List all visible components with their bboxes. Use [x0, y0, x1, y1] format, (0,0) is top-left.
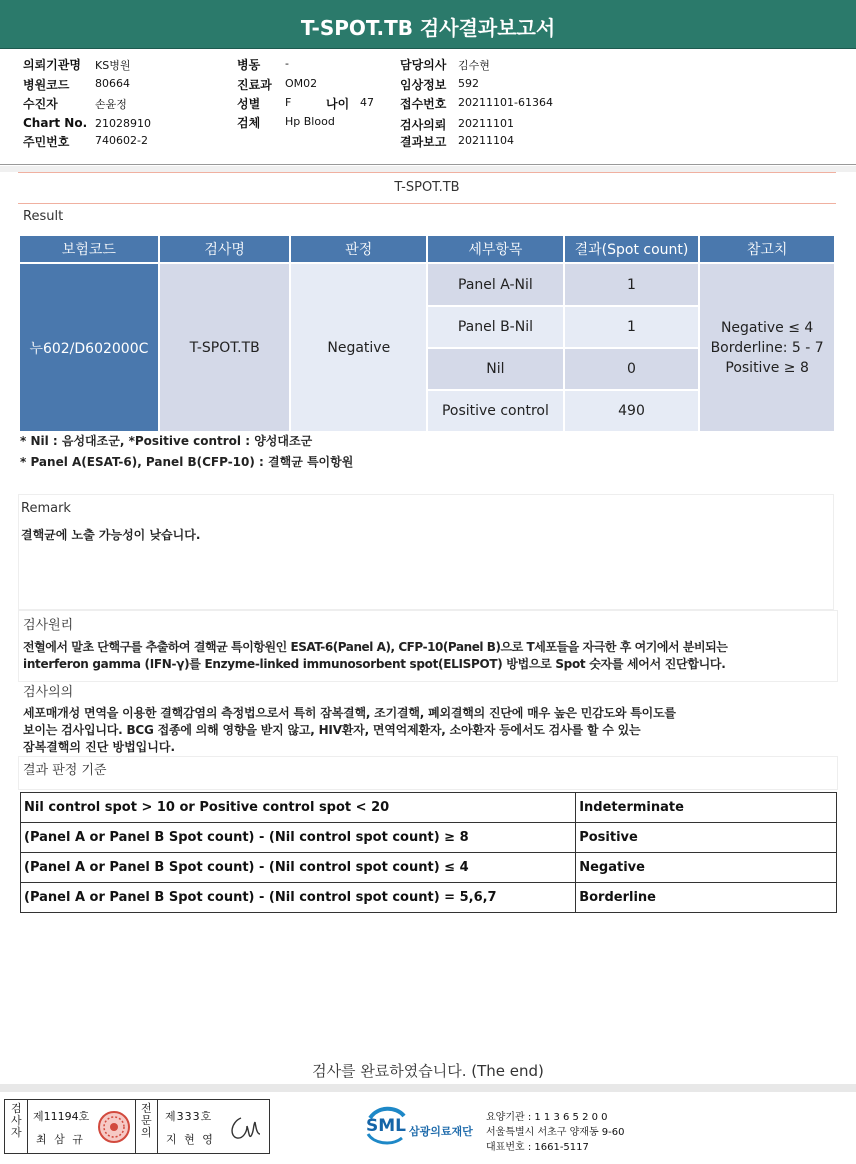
signature-box [4, 1099, 270, 1154]
header-value: 20211101 [458, 117, 514, 130]
criteria-label: 결과 판정 기준 [23, 763, 107, 778]
specialist-license: 제333호 [165, 1110, 213, 1123]
criteria-rule: (Panel A or Panel B Spot count) - (Nil control spot count) ≤ 4 [21, 853, 576, 883]
header-value: OM02 [285, 77, 318, 90]
criteria-table [20, 792, 837, 913]
criteria-result: Indeterminate [576, 793, 837, 823]
header-label: 수진자 [23, 97, 58, 111]
header-value: 80664 [95, 77, 130, 90]
col-header: 세부항목 [428, 236, 563, 262]
criteria-result: Borderline [576, 883, 837, 913]
spot-count: 1 [565, 307, 699, 347]
inspector-label-cell [5, 1100, 28, 1153]
header-label: 임상정보 [400, 78, 447, 92]
header-label: 주민번호 [23, 135, 70, 149]
criteria-box [18, 756, 838, 790]
significance-line: 세포매개성 면역을 이용한 결핵감염의 측정법으로서 특히 잠복결핵, 조기결핵, 폐외결핵의 진단에 매우 높은 민감도와 특이도를 [23, 706, 676, 720]
spot-count: 1 [565, 264, 699, 305]
inspector-cell [27, 1100, 136, 1153]
result-table-header [20, 236, 834, 262]
inspector-name: 최 삼 규 [36, 1133, 85, 1146]
header-label: Chart No. [23, 116, 88, 130]
table-row [21, 853, 837, 883]
criteria-result: Negative [576, 853, 837, 883]
specialist-label: 전문의 [141, 1102, 152, 1139]
footnote: * Nil : 음성대조군, *Positive control : 양성대조군 [20, 434, 313, 448]
org-info: 요양기관 : 1 1 3 6 5 2 0 0 [486, 1112, 608, 1123]
header-value: 손윤정 [95, 98, 127, 111]
criteria-rule: (Panel A or Panel B Spot count) - (Nil control spot count) ≥ 8 [21, 823, 576, 853]
test-title: T-SPOT.TB [18, 172, 836, 204]
header-value: 592 [458, 77, 479, 90]
col-header: 검사명 [160, 236, 290, 262]
age-value: 47 [360, 96, 374, 109]
inspector-label: 검사자 [11, 1102, 22, 1139]
specialist-cell [157, 1100, 269, 1153]
table-row [21, 793, 837, 823]
test-name: T-SPOT.TB [160, 264, 290, 431]
header-value: F [285, 96, 292, 109]
remark-label: Remark [21, 501, 71, 516]
detail-item: Panel B-Nil [428, 307, 563, 347]
header-label: 담당의사 [400, 58, 447, 72]
header-label: 의뢰기관명 [23, 58, 81, 72]
reference-line: Negative ≤ 4 [720, 319, 814, 336]
significance-line: 잠복결핵의 진단 방법입니다. [23, 740, 176, 754]
significance-line: 보이는 검사입니다. BCG 접종에 의해 영향을 받지 않고, HIV환자, 면역억제환자, 소아환자 등에서도 검사를 할 수 있는 [23, 723, 641, 737]
table-row [20, 264, 834, 305]
specialist-name: 지 현 영 [166, 1133, 215, 1146]
principle-label: 검사원리 [23, 618, 74, 633]
header-value: KS병원 [95, 59, 131, 72]
age-label: 나이 [326, 97, 350, 111]
header-value: 김수현 [458, 59, 490, 72]
principle-line: 전혈에서 말초 단핵구를 추출하여 결핵균 특이항원인 ESAT-6(Panel A), CFP-10(Panel B)으로 T세포들을 자극한 후 여기에서 분비되는 [23, 640, 728, 654]
detail-item: Nil [428, 349, 563, 389]
principle-line: interferon gamma (IFN-γ)를 Enzyme-linked immunosorbent spot(ELISPOT) 방법으로 Spot 숫자를 세어서 진단합니다. [23, 657, 726, 671]
org-info: 서울특별시 서초구 양재동 9-60 [486, 1127, 625, 1138]
header-label: 검사의뢰 [400, 118, 447, 132]
spot-count: 0 [565, 349, 699, 389]
col-header: 참고치 [700, 236, 834, 262]
end-message: 검사를 완료하였습니다. (The end) [312, 1062, 544, 1080]
spot-count: 490 [565, 391, 699, 431]
inspector-license: 제11194호 [33, 1110, 90, 1123]
reference-line: Borderline: 5 - 7 [710, 339, 824, 356]
report-title: T-SPOT.TB 검사결과보고서 [300, 16, 556, 40]
footnote: * Panel A(ESAT-6), Panel B(CFP-10) : 결핵균 특이항원 [20, 455, 354, 469]
criteria-rule: Nil control spot > 10 or Positive control spot < 20 [21, 793, 576, 823]
header-label: 성별 [237, 97, 261, 111]
insurance-code: 누602/D602000C [20, 264, 158, 431]
header-label: 병원코드 [23, 78, 70, 92]
header-label: 진료과 [237, 78, 272, 92]
judgement: Negative [291, 264, 426, 431]
header-value: Hp Blood [285, 115, 335, 128]
header-label: 병동 [237, 58, 261, 72]
detail-item: Positive control [428, 391, 563, 431]
signature-icon [227, 1112, 263, 1144]
report-title-bar [0, 0, 856, 49]
reference-range [700, 264, 834, 431]
reference-line: Positive ≥ 8 [725, 359, 809, 376]
inspector-seal-icon [97, 1110, 131, 1144]
footer-divider [0, 1084, 856, 1092]
header-value: - [285, 57, 289, 70]
header-label: 결과보고 [400, 135, 447, 149]
col-header: 결과(Spot count) [565, 236, 699, 262]
remark-box [18, 494, 834, 610]
result-table [18, 234, 836, 433]
header-label: 접수번호 [400, 97, 447, 111]
specialist-label-cell [135, 1100, 158, 1153]
org-logo-text: SML [366, 1116, 406, 1136]
org-name: 삼광의료재단 [409, 1125, 473, 1138]
header-value: 20211101-61364 [458, 96, 553, 109]
col-header: 판정 [291, 236, 426, 262]
remark-text: 결핵균에 노출 가능성이 낮습니다. [21, 528, 201, 542]
col-header: 보험코드 [20, 236, 158, 262]
org-info: 대표번호 : 1661-5117 [486, 1142, 589, 1153]
header-value: 20211104 [458, 134, 514, 147]
header-value: 740602-2 [95, 134, 148, 147]
criteria-rule: (Panel A or Panel B Spot count) - (Nil control spot count) = 5,6,7 [21, 883, 576, 913]
result-label: Result [23, 209, 64, 224]
header-value: 21028910 [95, 117, 151, 130]
header-label: 검체 [237, 116, 261, 130]
header-divider [0, 164, 856, 165]
significance-label: 검사의의 [23, 685, 74, 700]
table-row [21, 883, 837, 913]
detail-item: Panel A-Nil [428, 264, 563, 305]
table-row [21, 823, 837, 853]
criteria-result: Positive [576, 823, 837, 853]
